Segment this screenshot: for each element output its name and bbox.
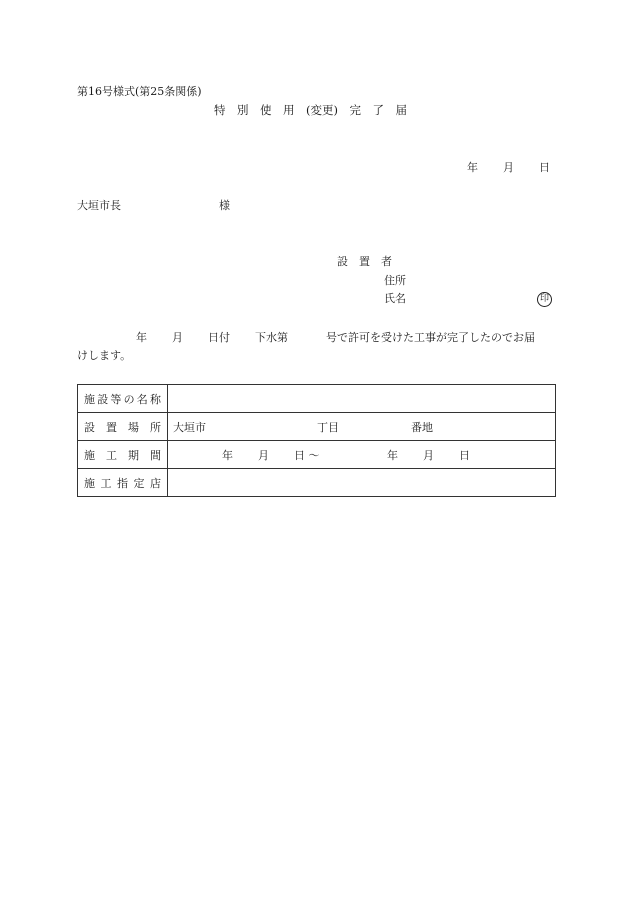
location-banchi: 番地: [411, 420, 433, 434]
table-row: [78, 413, 556, 441]
body-ref-prefix: 下水第: [255, 331, 288, 344]
completion-details-table: [77, 384, 556, 497]
body-line1-rest: 号で許可を受けた工事が完了したのでお届: [326, 331, 535, 344]
body-day-attached: 日付: [208, 331, 230, 344]
table-row: [78, 441, 556, 469]
installation-location-field[interactable]: [168, 413, 556, 441]
applicant-role: 設 置 者: [337, 255, 392, 268]
body-month: 月: [172, 331, 183, 344]
applicant-address-label: 住所: [384, 274, 406, 287]
installation-location-label: 設置場所: [78, 413, 168, 441]
construction-period-field[interactable]: [168, 441, 556, 469]
table-row: [78, 469, 556, 497]
location-city: 大垣市: [173, 420, 206, 434]
facility-name-field[interactable]: [168, 385, 556, 413]
designated-contractor-field[interactable]: [168, 469, 556, 497]
body-line2: けします。: [77, 349, 132, 362]
period-end-year: 年: [387, 448, 398, 462]
date-month-label: 月: [503, 161, 514, 174]
addressee-name: 大垣市長: [77, 199, 121, 212]
applicant-name-label: 氏名: [384, 292, 406, 305]
table-row: [78, 385, 556, 413]
designated-contractor-label: 施工指定店: [78, 469, 168, 497]
period-end-day: 日: [459, 448, 470, 462]
location-chome: 丁目: [317, 420, 339, 434]
body-year: 年: [136, 331, 147, 344]
form-number: 第16号様式(第25条関係): [77, 85, 202, 98]
seal-mark: 印: [537, 292, 552, 307]
facility-name-label: 施設等の名称: [78, 385, 168, 413]
period-start-day: 日 〜: [294, 448, 320, 462]
date-day-label: 日: [539, 161, 550, 174]
document-title: 特 別 使 用 (変更) 完 了 届: [214, 103, 407, 117]
construction-period-label: 施工期間: [78, 441, 168, 469]
period-start-month: 月: [258, 448, 269, 462]
period-start-year: 年: [222, 448, 233, 462]
addressee-honorific: 様: [219, 199, 230, 212]
period-end-month: 月: [423, 448, 434, 462]
date-year-label: 年: [467, 161, 478, 174]
